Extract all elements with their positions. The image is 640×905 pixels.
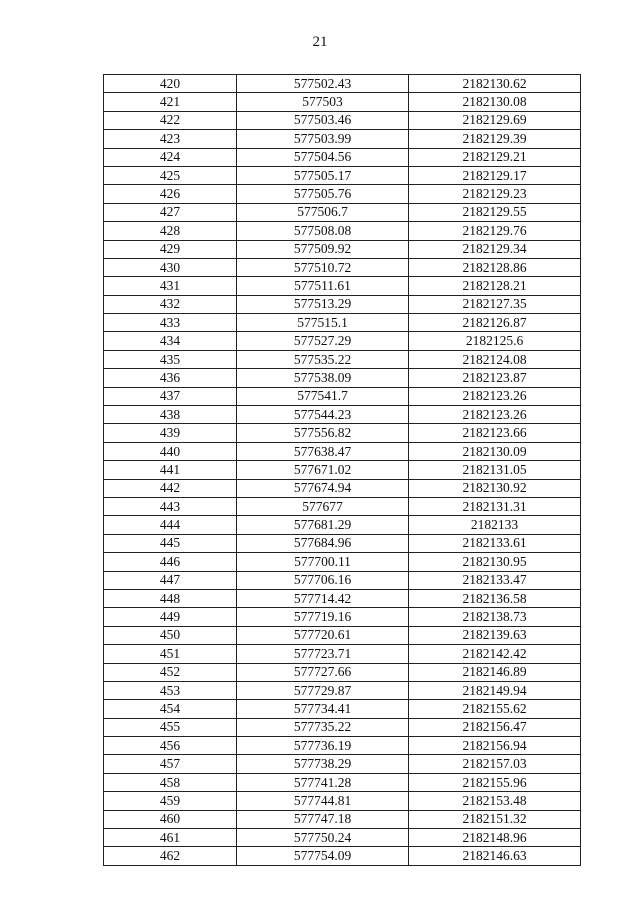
x-coordinate-cell: 577729.87 — [237, 681, 409, 699]
point-number-cell: 456 — [104, 737, 237, 755]
point-number-cell: 453 — [104, 681, 237, 699]
x-coordinate-cell: 577502.43 — [237, 75, 409, 93]
table-row — [104, 534, 581, 552]
point-number-cell: 438 — [104, 406, 237, 424]
point-number-cell: 442 — [104, 479, 237, 497]
table-row — [104, 645, 581, 663]
point-number-cell: 421 — [104, 93, 237, 111]
table-row — [104, 461, 581, 479]
x-coordinate-cell: 577735.22 — [237, 718, 409, 736]
x-coordinate-cell: 577741.28 — [237, 773, 409, 791]
y-coordinate-cell: 2182131.31 — [409, 497, 581, 515]
point-number-cell: 455 — [104, 718, 237, 736]
x-coordinate-cell: 577677 — [237, 497, 409, 515]
x-coordinate-cell: 577503 — [237, 93, 409, 111]
point-number-cell: 446 — [104, 553, 237, 571]
table-row — [104, 479, 581, 497]
x-coordinate-cell: 577681.29 — [237, 516, 409, 534]
x-coordinate-cell: 577505.76 — [237, 185, 409, 203]
table-row — [104, 700, 581, 718]
x-coordinate-cell: 577508.08 — [237, 222, 409, 240]
y-coordinate-cell: 2182133.61 — [409, 534, 581, 552]
x-coordinate-cell: 577719.16 — [237, 608, 409, 626]
y-coordinate-cell: 2182138.73 — [409, 608, 581, 626]
x-coordinate-cell: 577747.18 — [237, 810, 409, 828]
y-coordinate-cell: 2182155.62 — [409, 700, 581, 718]
x-coordinate-cell: 577541.7 — [237, 387, 409, 405]
point-number-cell: 448 — [104, 589, 237, 607]
y-coordinate-cell: 2182123.26 — [409, 387, 581, 405]
table-row — [104, 755, 581, 773]
table-row — [104, 663, 581, 681]
y-coordinate-cell: 2182129.17 — [409, 166, 581, 184]
x-coordinate-cell: 577706.16 — [237, 571, 409, 589]
y-coordinate-cell: 2182149.94 — [409, 681, 581, 699]
y-coordinate-cell: 2182123.87 — [409, 369, 581, 387]
x-coordinate-cell: 577504.56 — [237, 148, 409, 166]
point-number-cell: 424 — [104, 148, 237, 166]
table-row — [104, 185, 581, 203]
point-number-cell: 450 — [104, 626, 237, 644]
y-coordinate-cell: 2182155.96 — [409, 773, 581, 791]
table-row — [104, 406, 581, 424]
table-row — [104, 810, 581, 828]
x-coordinate-cell: 577727.66 — [237, 663, 409, 681]
point-number-cell: 462 — [104, 847, 237, 865]
y-coordinate-cell: 2182131.05 — [409, 461, 581, 479]
point-number-cell: 447 — [104, 571, 237, 589]
y-coordinate-cell: 2182148.96 — [409, 829, 581, 847]
table-row — [104, 387, 581, 405]
table-row — [104, 130, 581, 148]
x-coordinate-cell: 577734.41 — [237, 700, 409, 718]
y-coordinate-cell: 2182125.6 — [409, 332, 581, 350]
x-coordinate-cell: 577544.23 — [237, 406, 409, 424]
y-coordinate-cell: 2182127.35 — [409, 295, 581, 313]
point-number-cell: 458 — [104, 773, 237, 791]
table-row — [104, 111, 581, 129]
table-row — [104, 203, 581, 221]
point-number-cell: 454 — [104, 700, 237, 718]
point-number-cell: 432 — [104, 295, 237, 313]
table-row — [104, 829, 581, 847]
coordinates-table — [103, 74, 581, 866]
point-number-cell: 429 — [104, 240, 237, 258]
y-coordinate-cell: 2182146.63 — [409, 847, 581, 865]
table-row — [104, 773, 581, 791]
x-coordinate-cell: 577556.82 — [237, 424, 409, 442]
table-row — [104, 553, 581, 571]
y-coordinate-cell: 2182123.26 — [409, 406, 581, 424]
table-row — [104, 424, 581, 442]
x-coordinate-cell: 577674.94 — [237, 479, 409, 497]
table-row — [104, 589, 581, 607]
y-coordinate-cell: 2182136.58 — [409, 589, 581, 607]
table-row — [104, 295, 581, 313]
table-row — [104, 314, 581, 332]
table-row — [104, 442, 581, 460]
x-coordinate-cell: 577505.17 — [237, 166, 409, 184]
table-row — [104, 166, 581, 184]
point-number-cell: 437 — [104, 387, 237, 405]
point-number-cell: 436 — [104, 369, 237, 387]
table-row — [104, 497, 581, 515]
table-row — [104, 369, 581, 387]
x-coordinate-cell: 577503.46 — [237, 111, 409, 129]
y-coordinate-cell: 2182151.32 — [409, 810, 581, 828]
table-row — [104, 332, 581, 350]
y-coordinate-cell: 2182129.21 — [409, 148, 581, 166]
y-coordinate-cell: 2182123.66 — [409, 424, 581, 442]
y-coordinate-cell: 2182157.03 — [409, 755, 581, 773]
point-number-cell: 431 — [104, 277, 237, 295]
x-coordinate-cell: 577506.7 — [237, 203, 409, 221]
x-coordinate-cell: 577720.61 — [237, 626, 409, 644]
table-row — [104, 737, 581, 755]
x-coordinate-cell: 577714.42 — [237, 589, 409, 607]
point-number-cell: 441 — [104, 461, 237, 479]
table-row — [104, 240, 581, 258]
y-coordinate-cell: 2182146.89 — [409, 663, 581, 681]
x-coordinate-cell: 577638.47 — [237, 442, 409, 460]
y-coordinate-cell: 2182142.42 — [409, 645, 581, 663]
x-coordinate-cell: 577503.99 — [237, 130, 409, 148]
x-coordinate-cell: 577509.92 — [237, 240, 409, 258]
y-coordinate-cell: 2182130.08 — [409, 93, 581, 111]
point-number-cell: 460 — [104, 810, 237, 828]
point-number-cell: 423 — [104, 130, 237, 148]
y-coordinate-cell: 2182126.87 — [409, 314, 581, 332]
x-coordinate-cell: 577750.24 — [237, 829, 409, 847]
point-number-cell: 457 — [104, 755, 237, 773]
x-coordinate-cell: 577744.81 — [237, 792, 409, 810]
point-number-cell: 439 — [104, 424, 237, 442]
x-coordinate-cell: 577738.29 — [237, 755, 409, 773]
table-row — [104, 608, 581, 626]
table-row — [104, 516, 581, 534]
table-row — [104, 792, 581, 810]
x-coordinate-cell: 577723.71 — [237, 645, 409, 663]
table-row — [104, 718, 581, 736]
point-number-cell: 422 — [104, 111, 237, 129]
y-coordinate-cell: 2182156.94 — [409, 737, 581, 755]
x-coordinate-cell: 577671.02 — [237, 461, 409, 479]
point-number-cell: 420 — [104, 75, 237, 93]
point-number-cell: 440 — [104, 442, 237, 460]
y-coordinate-cell: 2182128.86 — [409, 258, 581, 276]
point-number-cell: 449 — [104, 608, 237, 626]
point-number-cell: 430 — [104, 258, 237, 276]
y-coordinate-cell: 2182129.76 — [409, 222, 581, 240]
y-coordinate-cell: 2182130.95 — [409, 553, 581, 571]
point-number-cell: 461 — [104, 829, 237, 847]
point-number-cell: 445 — [104, 534, 237, 552]
table-row — [104, 75, 581, 93]
point-number-cell: 425 — [104, 166, 237, 184]
x-coordinate-cell: 577513.29 — [237, 295, 409, 313]
x-coordinate-cell: 577754.09 — [237, 847, 409, 865]
y-coordinate-cell: 2182128.21 — [409, 277, 581, 295]
point-number-cell: 426 — [104, 185, 237, 203]
y-coordinate-cell: 2182129.34 — [409, 240, 581, 258]
y-coordinate-cell: 2182156.47 — [409, 718, 581, 736]
x-coordinate-cell: 577736.19 — [237, 737, 409, 755]
page-number: 21 — [312, 34, 328, 50]
table-row — [104, 222, 581, 240]
y-coordinate-cell: 2182130.62 — [409, 75, 581, 93]
table-row — [104, 148, 581, 166]
x-coordinate-cell: 577510.72 — [237, 258, 409, 276]
table-row — [104, 681, 581, 699]
table-row — [104, 626, 581, 644]
y-coordinate-cell: 2182129.23 — [409, 185, 581, 203]
point-number-cell: 434 — [104, 332, 237, 350]
table-row — [104, 258, 581, 276]
point-number-cell: 459 — [104, 792, 237, 810]
table-row — [104, 571, 581, 589]
table-row — [104, 350, 581, 368]
y-coordinate-cell: 2182139.63 — [409, 626, 581, 644]
point-number-cell: 444 — [104, 516, 237, 534]
x-coordinate-cell: 577535.22 — [237, 350, 409, 368]
y-coordinate-cell: 2182153.48 — [409, 792, 581, 810]
point-number-cell: 435 — [104, 350, 237, 368]
point-number-cell: 451 — [104, 645, 237, 663]
x-coordinate-cell: 577515.1 — [237, 314, 409, 332]
table-row — [104, 93, 581, 111]
y-coordinate-cell: 2182129.55 — [409, 203, 581, 221]
coordinates-table-body — [104, 75, 581, 866]
point-number-cell: 452 — [104, 663, 237, 681]
table-row — [104, 847, 581, 865]
y-coordinate-cell: 2182130.09 — [409, 442, 581, 460]
x-coordinate-cell: 577684.96 — [237, 534, 409, 552]
x-coordinate-cell: 577527.29 — [237, 332, 409, 350]
x-coordinate-cell: 577511.61 — [237, 277, 409, 295]
point-number-cell: 443 — [104, 497, 237, 515]
y-coordinate-cell: 2182124.08 — [409, 350, 581, 368]
y-coordinate-cell: 2182130.92 — [409, 479, 581, 497]
table-row — [104, 277, 581, 295]
point-number-cell: 427 — [104, 203, 237, 221]
y-coordinate-cell: 2182129.69 — [409, 111, 581, 129]
point-number-cell: 428 — [104, 222, 237, 240]
y-coordinate-cell: 2182133.47 — [409, 571, 581, 589]
y-coordinate-cell: 2182133 — [409, 516, 581, 534]
point-number-cell: 433 — [104, 314, 237, 332]
x-coordinate-cell: 577700.11 — [237, 553, 409, 571]
x-coordinate-cell: 577538.09 — [237, 369, 409, 387]
y-coordinate-cell: 2182129.39 — [409, 130, 581, 148]
